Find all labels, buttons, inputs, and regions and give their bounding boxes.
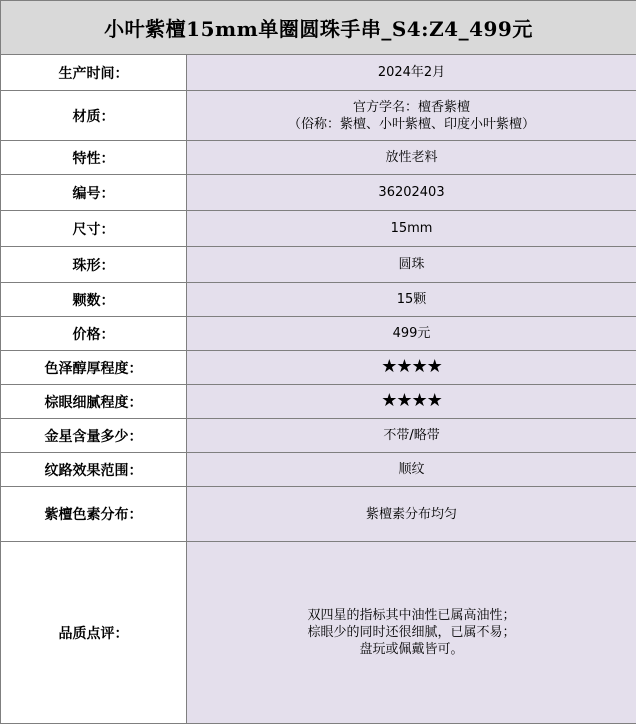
row-value-property: 放性老料 [187, 141, 636, 175]
table-row [1, 317, 636, 351]
review-line: 盘玩或佩戴皆可。 [359, 642, 464, 657]
row-label-material: 材质： [1, 91, 187, 141]
row-value-production-time: 2024年2月 [187, 55, 636, 91]
row-label-serial-number: 编号： [1, 175, 187, 211]
table-row [1, 55, 636, 91]
row-value-pigment-distribution: 紫檀素分布均匀 [187, 487, 636, 542]
row-label-property: 特性： [1, 141, 187, 175]
row-value-gold-star-content: 不带/略带 [187, 419, 636, 453]
table-row [1, 141, 636, 175]
row-label-price: 价格： [1, 317, 187, 351]
row-label-size: 尺寸： [1, 211, 187, 247]
row-label-production-time: 生产时间： [1, 55, 187, 91]
review-line: 双四星的指标其中油性已属高油性； [307, 608, 516, 623]
table-row [1, 487, 636, 542]
row-label-color-richness: 色泽醇厚程度： [1, 351, 187, 385]
row-label-bead-shape: 珠形： [1, 247, 187, 283]
row-value-size: 15mm [187, 211, 636, 247]
table-row [1, 91, 636, 141]
rating-stars: ★★★★ [381, 390, 442, 411]
rating-stars: ★★★★ [381, 356, 442, 377]
material-common-names: （俗称：紫檀、小叶紫檀、印度小叶紫檀） [288, 116, 536, 132]
row-value-quality-review [187, 542, 636, 724]
review-line: 棕眼少的同时还很细腻，已属不易； [307, 625, 516, 640]
row-label-pigment-distribution: 紫檀色素分布： [1, 487, 187, 542]
row-value-serial-number: 36202403 [187, 175, 636, 211]
row-value-grain-pattern: 顺纹 [187, 453, 636, 487]
table-row [1, 542, 636, 724]
row-label-grain-pattern: 纹路效果范围： [1, 453, 187, 487]
sheet-title: 小叶紫檀15mm单圈圆珠手串_S4:Z4_499元 [1, 1, 636, 55]
row-value-color-richness [187, 351, 636, 385]
row-label-pore-fineness: 棕眼细腻程度： [1, 385, 187, 419]
title-row [1, 1, 636, 55]
row-value-price: 499元 [187, 317, 636, 351]
row-value-bead-count: 15颗 [187, 283, 636, 317]
row-value-bead-shape: 圆珠 [187, 247, 636, 283]
row-label-gold-star-content: 金星含量多少： [1, 419, 187, 453]
table-row [1, 247, 636, 283]
table-row [1, 283, 636, 317]
table-row [1, 175, 636, 211]
row-value-pore-fineness [187, 385, 636, 419]
row-label-quality-review: 品质点评： [1, 542, 187, 724]
table-row [1, 419, 636, 453]
table-row [1, 453, 636, 487]
table-row [1, 351, 636, 385]
table-row [1, 385, 636, 419]
table-row [1, 211, 636, 247]
row-label-bead-count: 颗数： [1, 283, 187, 317]
row-value-material [187, 91, 636, 141]
material-official-name: 官方学名：檀香紫檀 [353, 99, 471, 115]
